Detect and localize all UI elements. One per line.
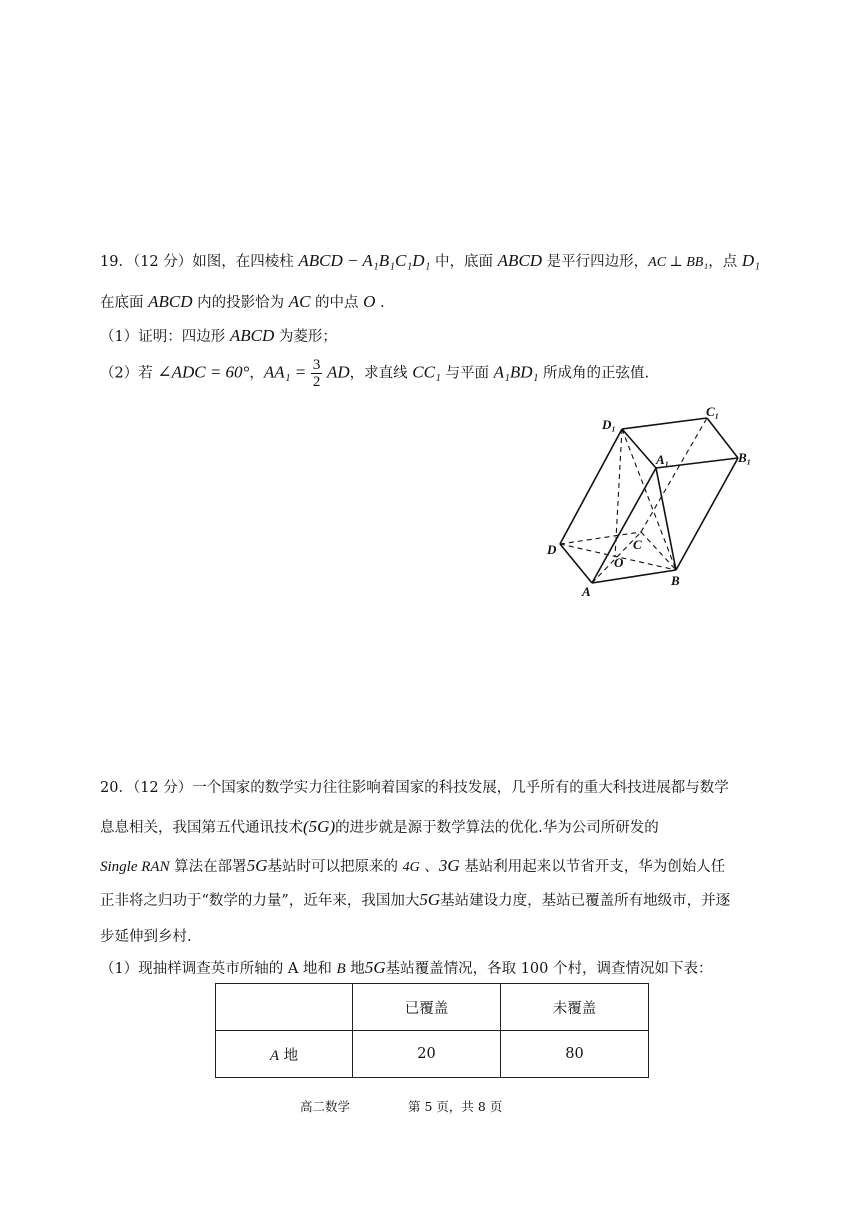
label-d1: D₁ bbox=[602, 417, 616, 432]
q20-line3 bbox=[100, 855, 725, 876]
math-3g: 3G bbox=[438, 856, 460, 875]
label-b: B bbox=[671, 573, 680, 588]
math-b: B bbox=[336, 961, 346, 977]
math-abcd: ABCD bbox=[148, 292, 193, 311]
table-cell-covered: 20 bbox=[353, 1031, 501, 1078]
math-plane: A₁BD₁ bbox=[493, 362, 539, 382]
label-c1: C₁ bbox=[706, 404, 720, 419]
math-single-ran: Single RAN bbox=[100, 859, 170, 875]
q19-part2 bbox=[100, 357, 649, 390]
q19-text: 所成角的正弦值. bbox=[538, 365, 650, 382]
q19-text: ，求直线 bbox=[349, 365, 413, 382]
math-5g: (5G) bbox=[303, 817, 336, 836]
region-letter: A bbox=[269, 1047, 280, 1064]
math-angle: ∠ADC = 60° bbox=[157, 362, 250, 382]
prism-figure bbox=[540, 400, 780, 605]
table-row bbox=[216, 1031, 649, 1078]
q19-text: ，点 bbox=[708, 254, 742, 270]
q20-text: 息息相关，我国第五代通讯技术 bbox=[100, 820, 303, 836]
footer-page-info: 第 5 页，共 8 页 bbox=[408, 1099, 503, 1114]
page-footer bbox=[300, 1097, 502, 1115]
q20-line5: 步延伸到乡村. bbox=[100, 929, 192, 945]
math-5g: 5G bbox=[419, 890, 441, 909]
math-d1: D₁ bbox=[741, 251, 760, 270]
q19-text: 的中点 bbox=[310, 295, 364, 311]
math-5g: 5G bbox=[364, 958, 386, 977]
q19-text: （1）证明：四边形 bbox=[100, 329, 230, 345]
q20-line4 bbox=[100, 889, 730, 910]
label-a: A bbox=[582, 584, 591, 599]
q19-text: 内的投影恰为 bbox=[192, 295, 289, 311]
label-c: C bbox=[633, 537, 642, 552]
q19-text: ， bbox=[249, 365, 264, 382]
math-abcd: ABCD bbox=[497, 251, 543, 270]
table-header-row bbox=[216, 984, 649, 1031]
footer-subject: 高二数学 bbox=[300, 1099, 351, 1114]
math-o: O bbox=[363, 292, 376, 311]
table-cell-region bbox=[216, 1031, 353, 1078]
math-aa1: AA₁ = bbox=[263, 362, 307, 382]
q20-text: 的进步就是源于数学算法的优化.华为公司所研发的 bbox=[335, 820, 659, 836]
math-abcd: ABCD bbox=[229, 326, 275, 345]
coverage-table bbox=[215, 983, 649, 1078]
math-cc1: CC₁ bbox=[412, 362, 441, 382]
label-o: O bbox=[614, 555, 624, 570]
q20-text: 算法在部署 bbox=[169, 859, 247, 875]
table-header-cell: 未覆盖 bbox=[501, 984, 649, 1031]
math-4g: 4G bbox=[402, 860, 420, 875]
table-header-cell: 已覆盖 bbox=[353, 984, 501, 1031]
q20-text: 基站时可以把原来的 bbox=[267, 859, 403, 875]
q20-text: 基站建设力度，基站已覆盖所有地级市，并逐 bbox=[440, 893, 731, 909]
label-b1: B₁ bbox=[738, 450, 752, 465]
q19-text: 19．（12 分）如图，在四棱柱 bbox=[100, 254, 299, 270]
math-ac: AC bbox=[288, 292, 311, 311]
math-prism-name: ABCD − A₁B₁C₁D₁ bbox=[298, 251, 431, 270]
q20-text: 基站覆盖情况，各取 100 个村，调查情况如下表： bbox=[385, 961, 713, 977]
label-d: D bbox=[547, 542, 557, 557]
table-cell-uncovered: 80 bbox=[501, 1031, 649, 1078]
fraction-denominator: 2 bbox=[312, 374, 321, 390]
q20-text: （1）现抽样调查英市所轴的 A 地和 bbox=[100, 961, 337, 977]
q19-text: （2）若 bbox=[100, 365, 158, 382]
q20-text: 正非将之归功于“数学的力量”，近年来，我国加大 bbox=[100, 893, 420, 909]
fraction-numerator: 3 bbox=[312, 357, 321, 373]
q20-line2 bbox=[100, 816, 659, 837]
q19-part1 bbox=[100, 325, 337, 346]
q19-text: 中，底面 bbox=[430, 254, 498, 270]
math-perpendicular: AC ⊥ BB₁ bbox=[648, 255, 709, 270]
q20-text: 基站利用起来以节省开支，华为创始人任 bbox=[459, 859, 726, 875]
q19-line1 bbox=[100, 250, 760, 271]
q19-line2 bbox=[100, 291, 385, 312]
q20-text: 地 bbox=[345, 961, 365, 977]
table-header-cell bbox=[216, 984, 353, 1031]
q20-text: 、 bbox=[419, 859, 439, 875]
region-suffix: 地 bbox=[279, 1047, 299, 1064]
q19-text: 与平面 bbox=[440, 365, 494, 382]
q19-text: 是平行四边形， bbox=[542, 254, 649, 270]
math-5g: 5G bbox=[246, 856, 268, 875]
label-a1: A₁ bbox=[656, 452, 670, 467]
math-ad: AD bbox=[326, 362, 350, 382]
q19-text: . bbox=[375, 295, 385, 311]
fraction bbox=[311, 357, 323, 390]
q20-line1: 20．（12 分）一个国家的数学实力往往影响着国家的科技发展，几乎所有的重大科技进展都与数学 bbox=[100, 780, 729, 796]
q19-text: 在底面 bbox=[100, 295, 149, 311]
q19-text: 为菱形； bbox=[274, 329, 337, 345]
q20-part1 bbox=[100, 957, 713, 978]
